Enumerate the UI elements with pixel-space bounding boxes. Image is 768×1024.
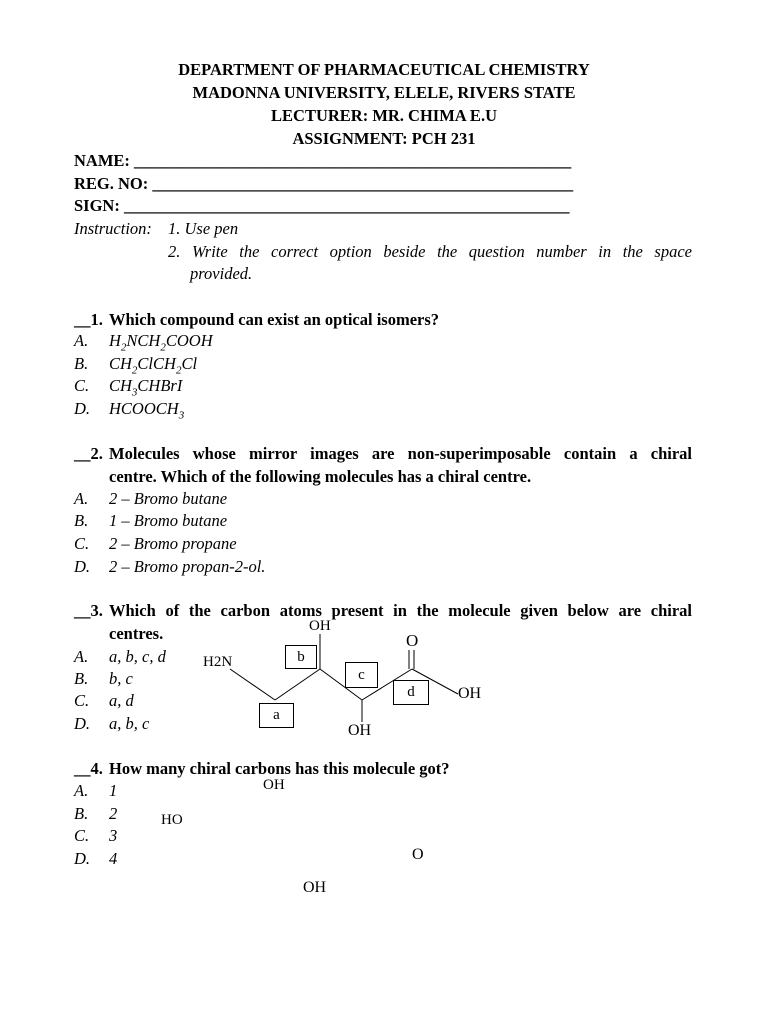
q3-oh-top-label: OH [309, 618, 331, 634]
q4-option-b-letter: B. [74, 804, 89, 823]
name-field[interactable]: NAME: _____________________________________________________ [74, 151, 572, 170]
q3-option-b-letter: B. [74, 669, 89, 688]
instruction-label: Instruction: [74, 219, 152, 238]
q3-h2n-label: H2N [203, 654, 233, 670]
q4-oh-top-label: OH [263, 777, 285, 793]
bond-h2n-a [230, 669, 275, 700]
q3-option-a-letter: A. [74, 647, 89, 666]
q2-option-c: 2 – Bromo propane [109, 534, 237, 553]
department-title: DEPARTMENT OF PHARMACEUTICAL CHEMISTRY [178, 60, 590, 79]
university-title: MADONNA UNIVERSITY, ELELE, RIVERS STATE [192, 83, 576, 102]
q3-box-a: a [259, 703, 294, 728]
lecturer-line: LECTURER: MR. CHIMA E.U [271, 106, 497, 125]
assignment-line: ASSIGNMENT: PCH 231 [292, 129, 476, 148]
q3-option-d-letter: D. [74, 714, 91, 733]
q4-option-b: 2 [109, 804, 118, 823]
q3-oh-right-label: OH [458, 685, 482, 702]
q3-option-a: a, b, c, d [109, 647, 166, 666]
q4-option-d: 4 [109, 849, 118, 868]
q1-option-d: $HCOOCH_3$ [109, 399, 185, 422]
q4-option-c: 3 [109, 826, 118, 845]
question-2-text-line1: Molecules whose mirror images are non-superimposable contain a chiral [109, 444, 692, 463]
question-1-number[interactable]: __1. [74, 310, 103, 329]
q4-option-c-letter: C. [74, 826, 90, 845]
q2-option-d: 2 – Bromo propan-2-ol. [109, 557, 266, 576]
instruction-item-2-line1: 2. Write the correct option beside the question number in the space [168, 242, 692, 261]
question-3-number[interactable]: __3. [74, 601, 103, 620]
q1-option-a-letter: A. [74, 331, 89, 350]
q4-option-d-letter: D. [74, 849, 91, 868]
question-3-text-line2: centres. [109, 624, 164, 643]
q1-option-d-letter: D. [74, 399, 91, 418]
q1-option-a: $H_2NCH_2COOH$ [109, 331, 213, 354]
q2-option-b-letter: B. [74, 511, 89, 530]
q1-option-c-letter: C. [74, 376, 90, 395]
q4-o-label: O [412, 846, 424, 863]
instruction-item-2-line2: provided. [190, 264, 253, 283]
question-1-text: Which compound can exist an optical isomers? [109, 310, 440, 329]
instruction-item-1: 1. Use pen [168, 219, 239, 238]
q3-box-b: b [285, 645, 317, 669]
q1-option-b: $CH_2ClCH_2Cl$ [109, 354, 198, 377]
q4-option-a-letter: A. [74, 781, 89, 800]
question-4-text: How many chiral carbons has this molecule got? [109, 759, 450, 778]
question-2-text-line2: centre. Which of the following molecules has a chiral centre. [109, 467, 532, 486]
q2-option-a: 2 – Bromo butane [109, 489, 228, 508]
sign-field[interactable]: SIGN: ______________________________________________________ [74, 196, 570, 215]
reg-no-field[interactable]: REG. NO: ___________________________________________________ [74, 174, 574, 193]
q3-box-d: d [393, 680, 429, 705]
q3-oh-bottom-label: OH [348, 722, 372, 739]
question-2-number[interactable]: __2. [74, 444, 103, 463]
question-3-text-line1: Which of the carbon atoms present in the molecule given below are chiral [109, 601, 692, 620]
q3-option-b: b, c [109, 669, 133, 688]
q1-option-c: $CH_3CHBrI$ [109, 376, 183, 399]
q1-option-b-letter: B. [74, 354, 89, 373]
q4-oh-bottom-label: OH [303, 879, 327, 896]
q3-option-c: a, d [109, 691, 134, 710]
q2-option-c-letter: C. [74, 534, 90, 553]
q3-box-c: c [345, 662, 378, 688]
q4-option-a: 1 [109, 781, 118, 800]
q2-option-d-letter: D. [74, 557, 91, 576]
q2-option-a-letter: A. [74, 489, 89, 508]
q3-option-c-letter: C. [74, 691, 90, 710]
q4-ho-left-label: HO [161, 812, 183, 828]
q3-o-label: O [406, 631, 419, 650]
bond-a-b [275, 669, 320, 700]
q2-option-b: 1 – Bromo butane [109, 511, 228, 530]
question-4-number[interactable]: __4. [74, 759, 103, 778]
q3-option-d: a, b, c [109, 714, 150, 733]
